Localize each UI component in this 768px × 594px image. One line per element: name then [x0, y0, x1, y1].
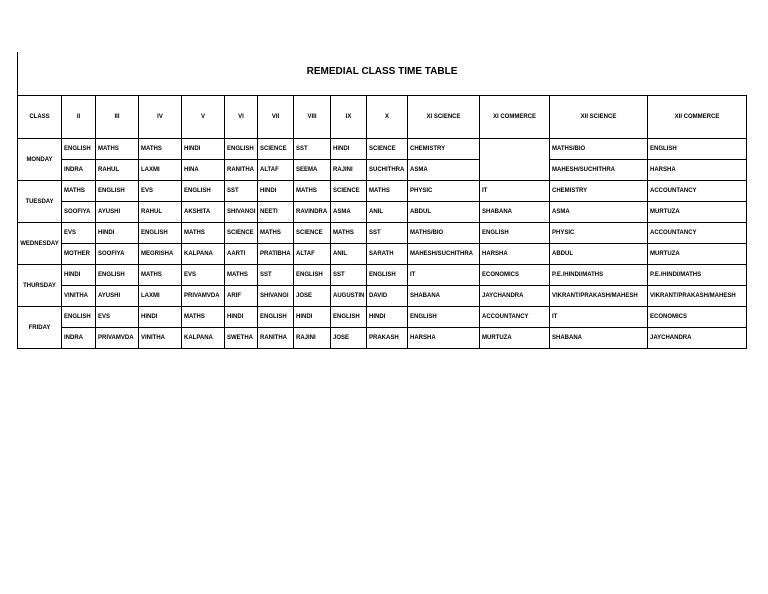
table-cell: PHYSIC — [408, 181, 480, 202]
table-row — [18, 160, 747, 181]
table-cell: SCIENCE — [331, 181, 367, 202]
table-cell: SST — [367, 223, 408, 244]
day-label: WEDNESDAY — [18, 223, 62, 265]
table-cell: AARTI — [225, 244, 258, 265]
table-cell: ENGLISH — [294, 265, 331, 286]
table-cell: P.E./HINDI/MATHS — [550, 265, 648, 286]
table-cell: ECONOMICS — [648, 307, 747, 328]
table-cell: MURTUZA — [480, 328, 550, 349]
table-cell: ECONOMICS — [480, 265, 550, 286]
column-header: X — [367, 96, 408, 139]
table-cell: PRAKASH — [367, 328, 408, 349]
table-cell: AYUSHI — [96, 202, 139, 223]
day-label: FRIDAY — [18, 307, 62, 349]
table-cell: MATHS — [62, 181, 96, 202]
table-row — [18, 286, 747, 307]
table-cell: HARSHA — [648, 160, 747, 181]
table-cell: VIKRANT/PRAKASH/MAHESH — [648, 286, 747, 307]
table-cell: SWETHA — [225, 328, 258, 349]
table-row — [18, 307, 747, 328]
table-cell: ACCOUNTANCY — [648, 181, 747, 202]
day-label: THURSDAY — [18, 265, 62, 307]
table-cell: RAJINI — [294, 328, 331, 349]
table-cell: ENGLISH — [408, 307, 480, 328]
table-cell: MATHS — [139, 265, 182, 286]
table-cell: RANITHA — [225, 160, 258, 181]
table-cell: SUCHITHRA — [367, 160, 408, 181]
table-cell: EVS — [62, 223, 96, 244]
table-cell: MATHS — [96, 139, 139, 160]
table-cell: ANIL — [331, 244, 367, 265]
table-cell: SCIENCE — [258, 139, 294, 160]
table-cell: HINDI — [258, 181, 294, 202]
table-cell: MATHS — [294, 181, 331, 202]
table-cell: KALPANA — [182, 244, 225, 265]
table-cell: INDRA — [62, 160, 96, 181]
column-header: XII COMMERCE — [648, 96, 747, 139]
table-cell: DAVID — [367, 286, 408, 307]
table-cell: MURTUZA — [648, 244, 747, 265]
table-cell: ENGLISH — [96, 265, 139, 286]
table-cell: JAYCHANDRA — [648, 328, 747, 349]
table-cell: MATHS/BIO — [408, 223, 480, 244]
table-cell: PRATIBHA — [258, 244, 294, 265]
table-cell: EVS — [182, 265, 225, 286]
table-cell: SCIENCE — [225, 223, 258, 244]
table-cell: ARIF — [225, 286, 258, 307]
table-cell: MATHS/BIO — [550, 139, 648, 160]
column-header: IX — [331, 96, 367, 139]
table-cell: SCIENCE — [294, 223, 331, 244]
table-cell: ALTAF — [258, 160, 294, 181]
column-header: CLASS — [18, 96, 62, 139]
table-cell: INDRA — [62, 328, 96, 349]
table-cell: ENGLISH — [225, 139, 258, 160]
table-row — [18, 181, 747, 202]
table-cell: MATHS — [367, 181, 408, 202]
table-cell: ENGLISH — [96, 181, 139, 202]
table-cell: LAXMI — [139, 160, 182, 181]
table-row — [18, 139, 747, 160]
table-cell: SHABANA — [408, 286, 480, 307]
table-cell: RAVINDRA — [294, 202, 331, 223]
day-label: TUESDAY — [18, 181, 62, 223]
column-header: XII SCIENCE — [550, 96, 648, 139]
table-cell: RAHUL — [96, 160, 139, 181]
table-cell: MOTHER — [62, 244, 96, 265]
column-header: III — [96, 96, 139, 139]
table-cell: ASMA — [550, 202, 648, 223]
column-header: XI SCIENCE — [408, 96, 480, 139]
table-cell: SOOFIYA — [62, 202, 96, 223]
table-cell: VIKRANT/PRAKASH/MAHESH — [550, 286, 648, 307]
table-cell: EVS — [96, 307, 139, 328]
table-cell: SST — [331, 265, 367, 286]
table-cell: ANIL — [367, 202, 408, 223]
table-cell: IT — [408, 265, 480, 286]
table-cell: ENGLISH — [367, 265, 408, 286]
table-cell: HINDI — [367, 307, 408, 328]
table-cell: ASMA — [331, 202, 367, 223]
table-cell: ABDUL — [550, 244, 648, 265]
table-cell: JOSE — [294, 286, 331, 307]
table-cell: ENGLISH — [258, 307, 294, 328]
table-cell: NEETI — [258, 202, 294, 223]
table-cell: AYUSHI — [96, 286, 139, 307]
table-cell: HINDI — [225, 307, 258, 328]
table-cell: EVS — [139, 181, 182, 202]
table-cell: SHIVANGI — [258, 286, 294, 307]
table-cell — [480, 139, 550, 181]
table-cell: HINDI — [294, 307, 331, 328]
column-header: VII — [258, 96, 294, 139]
table-cell: RAHUL — [139, 202, 182, 223]
table-cell: PRIVAMVDA — [182, 286, 225, 307]
column-header: VI — [225, 96, 258, 139]
table-cell: MEGRISHA — [139, 244, 182, 265]
table-cell: IT — [480, 181, 550, 202]
table-cell: ENGLISH — [648, 139, 747, 160]
table-cell: JOSE — [331, 328, 367, 349]
table-cell: ASMA — [408, 160, 480, 181]
table-cell: HINDI — [331, 139, 367, 160]
table-row — [18, 328, 747, 349]
table-cell: HINDI — [139, 307, 182, 328]
table-cell: ENGLISH — [139, 223, 182, 244]
table-row — [18, 223, 747, 244]
table-cell: MATHS — [258, 223, 294, 244]
column-header: XI COMMERCE — [480, 96, 550, 139]
table-cell: HARSHA — [480, 244, 550, 265]
header-row — [18, 96, 747, 139]
table-cell: SST — [294, 139, 331, 160]
table-cell: MURTUZA — [648, 202, 747, 223]
table-cell: MAHESH/SUCHITHRA — [550, 160, 648, 181]
page-title: REMEDIAL CLASS TIME TABLE — [306, 66, 458, 77]
day-label: MONDAY — [18, 139, 62, 181]
column-header: IV — [139, 96, 182, 139]
table-cell: HINDI — [96, 223, 139, 244]
table-cell: SCIENCE — [367, 139, 408, 160]
table-cell: ACCOUNTANCY — [648, 223, 747, 244]
table-cell: SST — [225, 181, 258, 202]
table-cell: LAXMI — [139, 286, 182, 307]
table-cell: ENGLISH — [331, 307, 367, 328]
column-header: II — [62, 96, 96, 139]
table-row — [18, 265, 747, 286]
table-cell: ALTAF — [294, 244, 331, 265]
table-cell: PRIVAMVDA — [96, 328, 139, 349]
table-row — [18, 244, 747, 265]
table-cell: SHABANA — [480, 202, 550, 223]
table-cell: VINITHA — [62, 286, 96, 307]
table-cell: SHABANA — [550, 328, 648, 349]
table-cell: HINA — [182, 160, 225, 181]
table-cell: ENGLISH — [182, 181, 225, 202]
table-cell: RANITHA — [258, 328, 294, 349]
table-cell: ACCOUNTANCY — [480, 307, 550, 328]
table-cell: RAJINI — [331, 160, 367, 181]
table-cell: KALPANA — [182, 328, 225, 349]
table-cell: MATHS — [182, 307, 225, 328]
table-cell: MAHESH/SUCHITHRA — [408, 244, 480, 265]
table-cell: MATHS — [139, 139, 182, 160]
table-cell: HARSHA — [408, 328, 480, 349]
table-cell: P.E./HINDI/MATHS — [648, 265, 747, 286]
table-cell: MATHS — [225, 265, 258, 286]
table-row — [18, 202, 747, 223]
table-cell: SST — [258, 265, 294, 286]
table-cell: SHIVANGI — [225, 202, 258, 223]
table-cell: HINDI — [62, 265, 96, 286]
table-cell: CHEMISTRY — [408, 139, 480, 160]
table-cell: JAYCHANDRA — [480, 286, 550, 307]
column-header: VIII — [294, 96, 331, 139]
table-cell: AUGUSTIN — [331, 286, 367, 307]
table-cell: IT — [550, 307, 648, 328]
table-cell: ENGLISH — [62, 139, 96, 160]
table-cell: ENGLISH — [480, 223, 550, 244]
table-cell: SEEMA — [294, 160, 331, 181]
table-cell: HINDI — [182, 139, 225, 160]
table-cell: ENGLISH — [62, 307, 96, 328]
timetable — [17, 95, 747, 349]
table-cell: SOOFIYA — [96, 244, 139, 265]
table-cell: PHYSIC — [550, 223, 648, 244]
column-header: V — [182, 96, 225, 139]
table-cell: ABDUL — [408, 202, 480, 223]
table-cell: VINITHA — [139, 328, 182, 349]
table-cell: MATHS — [331, 223, 367, 244]
table-cell: AKSHITA — [182, 202, 225, 223]
table-cell: MATHS — [182, 223, 225, 244]
table-cell: SARATH — [367, 244, 408, 265]
table-cell: CHEMISTRY — [550, 181, 648, 202]
